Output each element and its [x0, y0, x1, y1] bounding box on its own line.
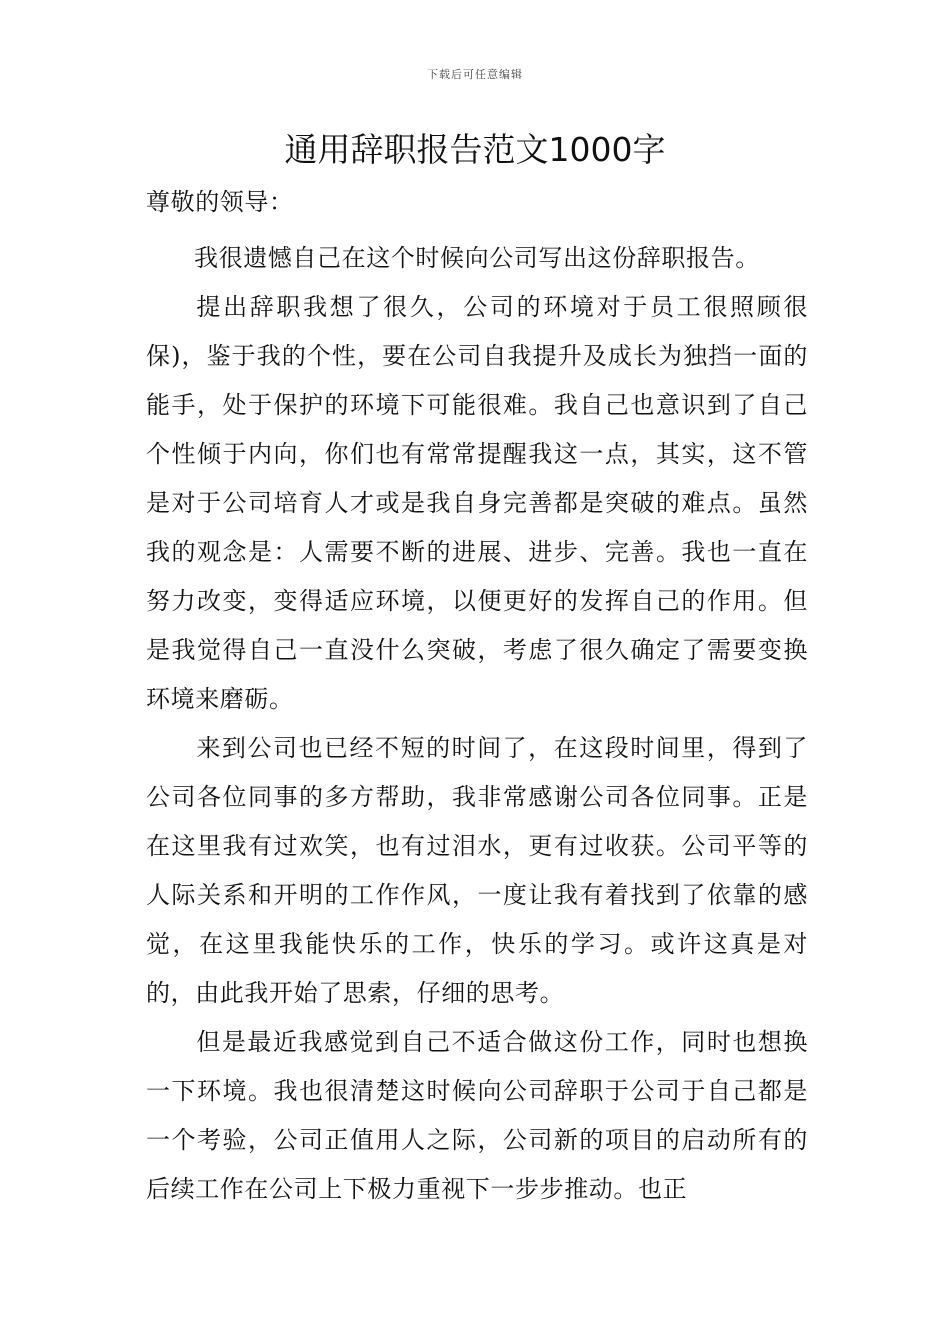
paragraph-3: 来到公司也已经不短的时间了，在这段时间里，得到了公司各位同事的多方帮助，我非常感谢公司各位同事。正是在这里我有过欢笑，也有过泪水，更有过收获。公司平等的人际关系和开明的工作作风，一度让我有着找到了依靠的感觉，在这里我能快乐的工作，快乐的学习。或许这真是对的，由此我开始了思索，仔细的思考。	[146, 734, 808, 1007]
header-note: 下载后可任意编辑	[427, 68, 523, 81]
document-body	[146, 178, 808, 1214]
paragraph-1: 我很遗憾自己在这个时候向公司写出这份辞职报告。	[194, 244, 760, 272]
salutation: 尊敬的领导：	[146, 188, 294, 216]
document-title: 通用辞职报告范文1000字	[284, 130, 666, 169]
paragraph-2: 提出辞职我想了很久，公司的环境对于员工很照顾很保)，鉴于我的个性，要在公司自我提升及成长为独挡一面的能手，处于保护的环境下可能很难。我自己也意识到了自己个性倾于内向，你们也有常常提醒我这一点，其实，这不管是对于公司培育人才或是我自身完善都是突破的难点。虽然我的观念是：人需要不断的进展、进步、完善。我也一直在努力改变，变得适应环境，以便更好的发挥自己的作用。但是我觉得自己一直没什么突破，考虑了很久确定了需要变换环境来磨砺。	[146, 293, 808, 713]
paragraph-4: 但是最近我感觉到自己不适合做这份工作，同时也想换一下环境。我也很清楚这时候向公司辞职于公司于自己都是一个考验，公司正值用人之际，公司新的项目的启动所有的后续工作在公司上下极力重视下一步步推动。也正	[146, 1028, 808, 1203]
